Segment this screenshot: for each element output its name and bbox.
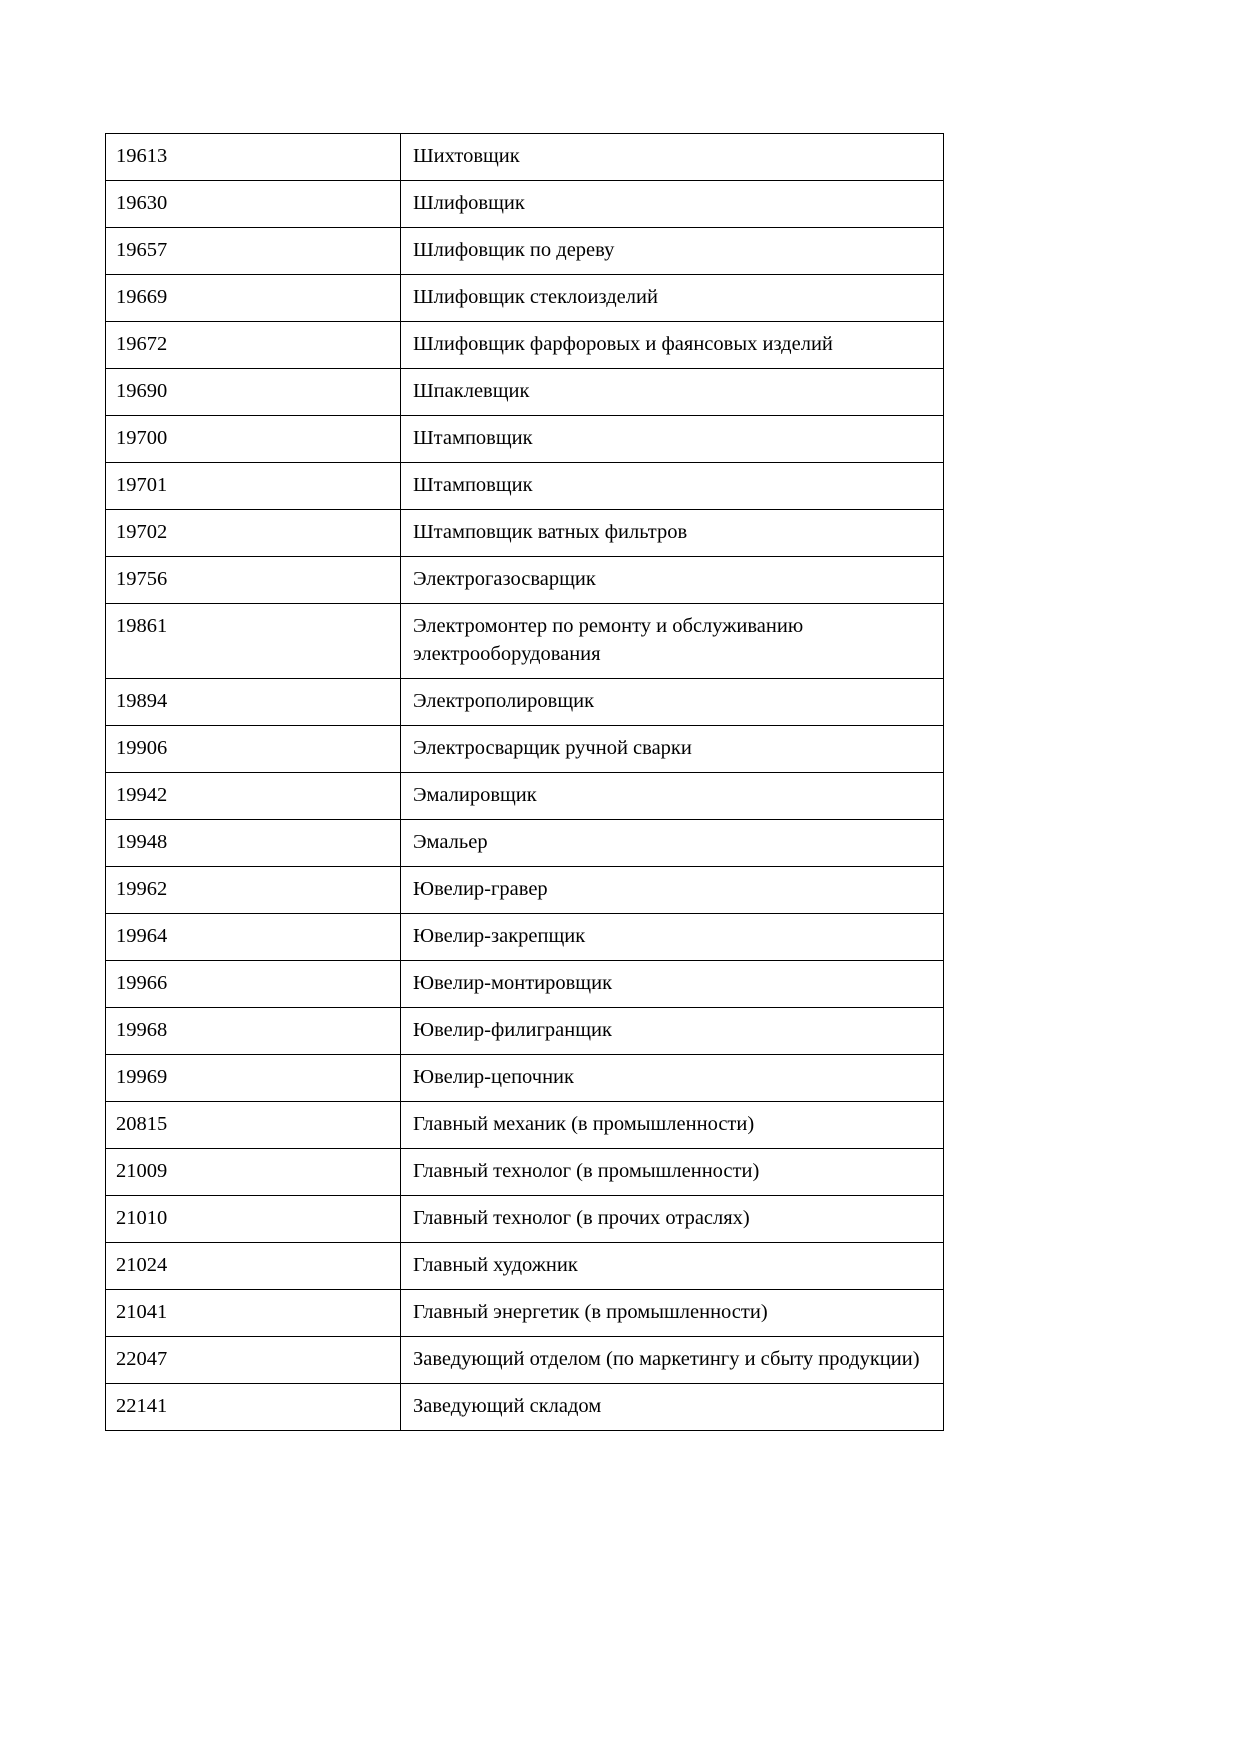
cell-occupation-code: 19630	[106, 181, 401, 228]
cell-occupation-title: Штамповщик	[401, 416, 944, 463]
cell-occupation-code: 22047	[106, 1337, 401, 1384]
table-row	[106, 1384, 944, 1431]
cell-occupation-title: Ювелир-монтировщик	[401, 960, 944, 1007]
cell-occupation-code: 21041	[106, 1290, 401, 1337]
cell-occupation-code: 19964	[106, 913, 401, 960]
cell-occupation-code: 19966	[106, 960, 401, 1007]
cell-occupation-title: Шлифовщик стеклоизделий	[401, 275, 944, 322]
cell-occupation-title: Заведующий складом	[401, 1384, 944, 1431]
cell-occupation-code: 19906	[106, 725, 401, 772]
table-row	[106, 510, 944, 557]
cell-occupation-code: 19700	[106, 416, 401, 463]
cell-occupation-title: Штамповщик ватных фильтров	[401, 510, 944, 557]
cell-occupation-code: 19894	[106, 678, 401, 725]
cell-occupation-code: 19756	[106, 557, 401, 604]
table-row	[106, 913, 944, 960]
cell-occupation-title: Ювелир-филигранщик	[401, 1007, 944, 1054]
table-row	[106, 678, 944, 725]
cell-occupation-title: Главный художник	[401, 1243, 944, 1290]
table-row	[106, 322, 944, 369]
table-row	[106, 416, 944, 463]
table-row	[106, 1337, 944, 1384]
cell-occupation-code: 19613	[106, 134, 401, 181]
table-row	[106, 369, 944, 416]
cell-occupation-title: Электрополировщик	[401, 678, 944, 725]
cell-occupation-title: Ювелир-закрепщик	[401, 913, 944, 960]
cell-occupation-code: 19942	[106, 772, 401, 819]
cell-occupation-title: Эмалировщик	[401, 772, 944, 819]
cell-occupation-title: Главный технолог (в прочих отраслях)	[401, 1196, 944, 1243]
cell-occupation-code: 19861	[106, 604, 401, 678]
table-row	[106, 275, 944, 322]
cell-occupation-title: Главный механик (в промышленности)	[401, 1101, 944, 1148]
cell-occupation-code: 19702	[106, 510, 401, 557]
cell-occupation-code: 21024	[106, 1243, 401, 1290]
cell-occupation-title: Штамповщик	[401, 463, 944, 510]
cell-occupation-title: Шлифовщик фарфоровых и фаянсовых изделий	[401, 322, 944, 369]
cell-occupation-title: Ювелир-гравер	[401, 866, 944, 913]
cell-occupation-code: 19948	[106, 819, 401, 866]
table-row	[106, 819, 944, 866]
cell-occupation-title: Главный технолог (в промышленности)	[401, 1149, 944, 1196]
cell-occupation-code: 19690	[106, 369, 401, 416]
cell-occupation-title: Главный энергетик (в промышленности)	[401, 1290, 944, 1337]
table-row	[106, 1243, 944, 1290]
cell-occupation-code: 22141	[106, 1384, 401, 1431]
table-row	[106, 1196, 944, 1243]
table-row	[106, 134, 944, 181]
table-row	[106, 228, 944, 275]
cell-occupation-code: 19672	[106, 322, 401, 369]
cell-occupation-code: 19962	[106, 866, 401, 913]
table-row	[106, 866, 944, 913]
cell-occupation-code: 19669	[106, 275, 401, 322]
cell-occupation-code: 21009	[106, 1149, 401, 1196]
table-body	[106, 134, 944, 1431]
table-row	[106, 1101, 944, 1148]
table-row	[106, 1007, 944, 1054]
cell-occupation-title: Эмальер	[401, 819, 944, 866]
cell-occupation-code: 19969	[106, 1054, 401, 1101]
cell-occupation-title: Электросварщик ручной сварки	[401, 725, 944, 772]
cell-occupation-code: 19701	[106, 463, 401, 510]
table-row	[106, 725, 944, 772]
table-row	[106, 557, 944, 604]
cell-occupation-code: 21010	[106, 1196, 401, 1243]
cell-occupation-title: Шихтовщик	[401, 134, 944, 181]
cell-occupation-title: Шлифовщик	[401, 181, 944, 228]
cell-occupation-code: 19968	[106, 1007, 401, 1054]
cell-occupation-title: Ювелир-цепочник	[401, 1054, 944, 1101]
table-row	[106, 772, 944, 819]
table-row	[106, 1054, 944, 1101]
table-row	[106, 1149, 944, 1196]
table-row	[106, 960, 944, 1007]
cell-occupation-code: 19657	[106, 228, 401, 275]
table-row	[106, 1290, 944, 1337]
cell-occupation-code: 20815	[106, 1101, 401, 1148]
occupation-code-table	[105, 133, 944, 1431]
cell-occupation-title: Электрогазосварщик	[401, 557, 944, 604]
cell-occupation-title: Шпаклевщик	[401, 369, 944, 416]
cell-occupation-title: Заведующий отделом (по маркетингу и сбыту продукции)	[401, 1337, 944, 1384]
table-row	[106, 604, 944, 678]
cell-occupation-title: Электромонтер по ремонту и обслуживанию электрооборудования	[401, 604, 944, 678]
cell-occupation-title: Шлифовщик по дереву	[401, 228, 944, 275]
table-row	[106, 463, 944, 510]
table-row	[106, 181, 944, 228]
